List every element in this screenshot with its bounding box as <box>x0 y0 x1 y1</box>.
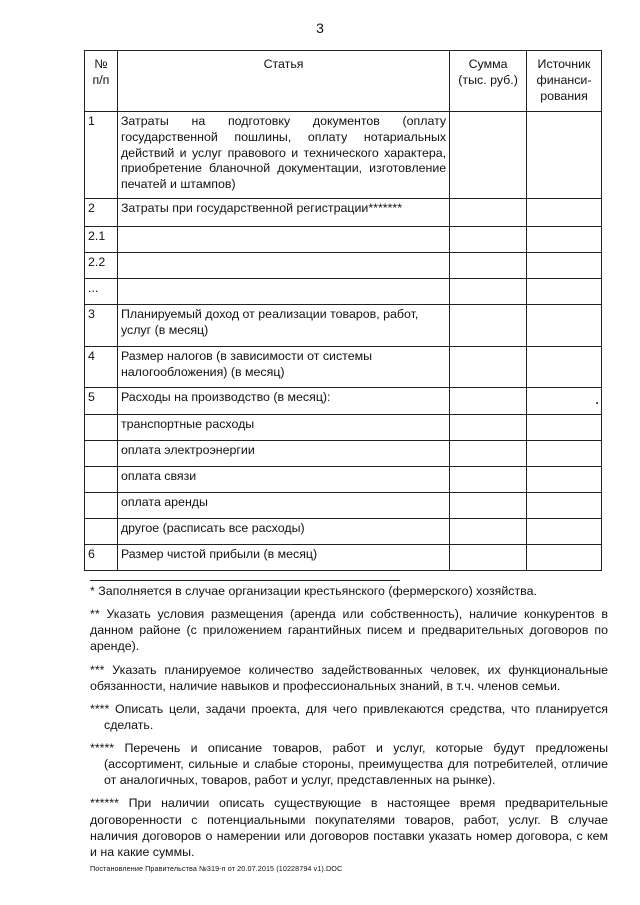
footnote-separator <box>90 580 400 581</box>
document-footer: Постановление Правительства №319-п от 20.07.2015 (10228794 v1).DOC <box>90 864 343 873</box>
row-sum <box>450 388 527 415</box>
row-source <box>527 279 602 305</box>
table-row <box>85 493 602 519</box>
table-row <box>85 279 602 305</box>
table-row <box>85 347 602 388</box>
row-sum <box>450 441 527 467</box>
footnote-3: *** Указать планируемое количество задействованных человек, их функциональные обязанности, наличие навыков и профессиональных знаний, в т.ч. членов семьи. <box>90 662 608 693</box>
row-sum <box>450 253 527 279</box>
row-sum <box>450 415 527 441</box>
table-row <box>85 227 602 253</box>
footnotes <box>90 580 608 867</box>
footnote-2: ** Указать условия размещения (аренда или собственность), наличие конкурентов в данном районе (с приложением гарантийных писем и предварительных договоров по аренде). <box>90 607 608 654</box>
header-sum: Сумма (тыс. руб.) <box>450 51 527 112</box>
row-sum <box>450 279 527 305</box>
row-sum <box>450 519 527 545</box>
row-source <box>527 347 602 388</box>
row-item: оплата аренды <box>117 493 449 519</box>
footnote-5: ***** Перечень и описание товаров, работ и услуг, которые будут предложены (ассортимент, сильные и слабые стороны, преимущества для потребителей, отличие от аналогичных, товаров, работ и услуг, представленных на рынке). <box>90 741 608 788</box>
row-source <box>527 545 602 571</box>
row-item: другое (расписать все расходы) <box>117 519 449 545</box>
row-sum <box>450 493 527 519</box>
row-source <box>527 441 602 467</box>
row-sum <box>450 199 527 227</box>
row-sum <box>450 305 527 347</box>
row-sum <box>450 467 527 493</box>
row-num: 2 <box>85 199 118 227</box>
row-num <box>85 467 118 493</box>
row-item: оплата связи <box>117 467 449 493</box>
row-item <box>117 227 449 253</box>
row-item: оплата электроэнергии <box>117 441 449 467</box>
table-row <box>85 199 602 227</box>
row-source <box>527 519 602 545</box>
row-num: 3 <box>85 305 118 347</box>
table-row <box>85 441 602 467</box>
row-item: Затраты при государственной регистрации******* <box>117 199 449 227</box>
table-row <box>85 112 602 199</box>
row-item: Планируемый доход от реализации товаров, работ, услуг (в месяц) <box>117 305 449 347</box>
row-sum <box>450 545 527 571</box>
header-num: № п/п <box>85 51 118 112</box>
budget-table <box>84 50 602 571</box>
header-source: Источник финанси-рования <box>527 51 602 112</box>
row-num: 4 <box>85 347 118 388</box>
footnote-4: **** Описать цели, задачи проекта, для чего привлекаются средства, что планируется сделать. <box>90 701 608 732</box>
row-num: 1 <box>85 112 118 199</box>
row-num: 2.1 <box>85 227 118 253</box>
row-num: 2.2 <box>85 253 118 279</box>
table-row <box>85 305 602 347</box>
row-source <box>527 199 602 227</box>
table-header-row <box>85 51 602 112</box>
row-source <box>527 388 602 415</box>
row-num: 6 <box>85 545 118 571</box>
row-item: Размер налогов (в зависимости от системы налогообложения) (в месяц) <box>117 347 449 388</box>
row-source <box>527 112 602 199</box>
row-source <box>527 415 602 441</box>
row-num <box>85 519 118 545</box>
footnote-6: ****** При наличии описать существующие в настоящее время предварительные договоренности с потенциальными покупателями товаров, работ, услуг. В случае наличия договоров о намерении или договоров поставки указать номер договора, с кем и на какие суммы. <box>90 796 608 859</box>
table-row <box>85 545 602 571</box>
row-sum <box>450 112 527 199</box>
table-row <box>85 388 602 415</box>
row-source <box>527 227 602 253</box>
row-source <box>527 305 602 347</box>
table-row <box>85 467 602 493</box>
header-item: Статья <box>117 51 449 112</box>
row-source <box>527 493 602 519</box>
row-item: Расходы на производство (в месяц): <box>117 388 449 415</box>
row-num <box>85 493 118 519</box>
row-source <box>527 253 602 279</box>
row-item: Затраты на подготовку документов (оплату государственной пошлины, оплату нотариальных действий и услуг правового и технического характера, приобретение бланочной документации, изготовление печатей и штампов) <box>117 112 449 199</box>
row-source <box>527 467 602 493</box>
row-num <box>85 415 118 441</box>
table-row <box>85 415 602 441</box>
row-num: 5 <box>85 388 118 415</box>
footnote-1: * Заполняется в случае организации крестьянского (фермерского) хозяйства. <box>90 584 537 598</box>
row-num <box>85 441 118 467</box>
row-item <box>117 279 449 305</box>
page-number: 3 <box>316 20 324 36</box>
table-row <box>85 519 602 545</box>
table-row <box>85 253 602 279</box>
row-item: Размер чистой прибыли (в месяц) <box>117 545 449 571</box>
row-item <box>117 253 449 279</box>
row-sum <box>450 227 527 253</box>
row-item: транспортные расходы <box>117 415 449 441</box>
row-num: ... <box>85 279 118 305</box>
row-sum <box>450 347 527 388</box>
scan-speck <box>596 402 598 404</box>
